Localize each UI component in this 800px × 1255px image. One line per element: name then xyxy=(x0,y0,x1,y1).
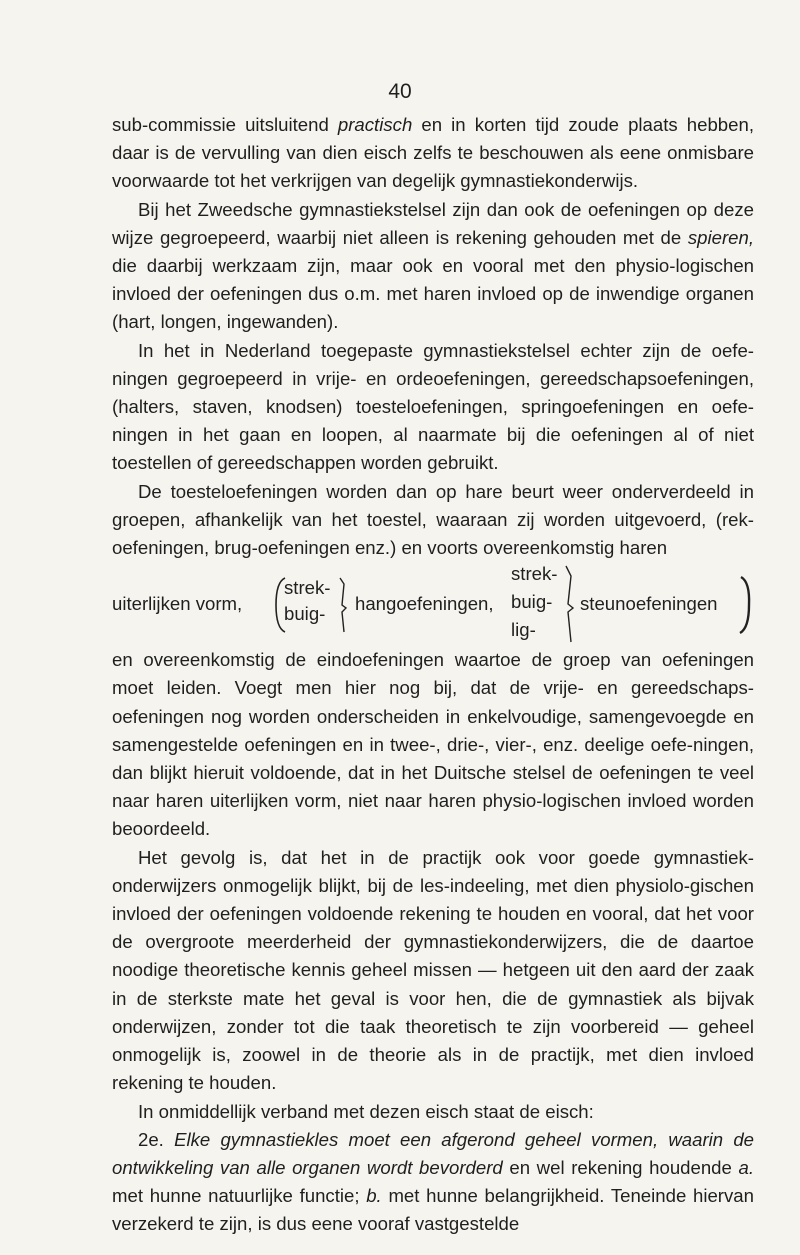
exercise-formula xyxy=(112,562,754,646)
paragraph-4: De toesteloefeningen worden dan op hare beurt weer onderverdeeld in groepen, afhankelijk van het toestel, waaraan zij worden uitgevoerd, (rek-oefeningen, brug-oefeningen enz.) en voorts overeenkomstig haren xyxy=(112,480,754,559)
paragraph-5: en overeenkomstig de eindoefeningen waartoe de groep van oefeningen moet leiden. Voegt men hier nog bij, dat de vrije- en gereedschaps-oefeningen nog worden onderscheiden in enkelvoudige, samengevoegde en samengestelde oefeningen en in twee-, drie-, vier-, enz. deelige oefe-ningen, dan blijkt hieruit voldoende, dat in het Duitsche stelsel de oefeningen te veel naar haren uiterlijken vorm, niet naar haren physio-logischen invloed worden beoordeeld. xyxy=(112,649,754,840)
paragraph-1: sub-commissie uitsluitend practisch en in korten tijd zoude plaats hebben, daar is de vervulling van dien eisch zelfs te beschouwen als eene onmisbare voorwaarde tot het verkrijgen van degelijk gymnastiekonderwijs. xyxy=(112,114,754,192)
body-text xyxy=(112,111,754,1239)
group2-buig: buig- xyxy=(511,591,553,613)
paragraph-3: In het in Nederland toegepaste gymnastiekstelsel echter zijn de oefe-ningen gegroepeerd in vrije- en ordeoefeningen, gereedschapsoefeningen, (halters, staven, knodsen) toesteloefeningen, springoefeningen en oefe-ningen in het gaan en loopen, al naarmate bij die oefeningen al of niet toestellen of gereedschappen worden gebruikt. xyxy=(112,339,754,474)
outer-close-brace xyxy=(737,574,753,636)
paragraph-6: Het gevolg is, dat het in de practijk ook voor goede gymnastiek-onderwijzers onmogelijk blijkt, bij de les-indeeling, met dien physiolo-gischen invloed der oefeningen voldoende rekening te houden en vooral, dat het voor de overgroote meerderheid der gymnastiekonderwijzers, die de daartoe noodige theoretische kennis geheel missen — hetgeen uit den aard der zaak in de sterkste mate het geval is voor hen, die de gymnastiek als bijvak onderwijzen, zonder tot die taak theoretisch te zijn voorbereid — geheel onmogelijk is, zoowel in de theorie als in de practijk, met dien invloed rekening te houden. xyxy=(112,846,754,1094)
formula-tail: steunoefeningen xyxy=(580,593,718,615)
formula-lead: uiterlijken vorm, xyxy=(112,593,243,615)
close-brace-1 xyxy=(338,576,348,634)
close-brace-2 xyxy=(563,564,575,644)
page-number: 40 xyxy=(388,80,412,103)
group2-lig: lig- xyxy=(511,619,536,641)
group2-strek: strek- xyxy=(511,563,558,585)
paragraph-8: 2e. Elke gymnastiekles moet een afgerond geheel vormen, waarin de ontwikkeling van alle organen wordt bevorderd en wel rekening houdende a. met hunne natuurlijke functie; b. met hunne belangrijkheid. Teneinde hiervan verzekerd te zijn, is dus eene vooraf vastgestelde xyxy=(112,1128,755,1235)
group1-strek: strek- xyxy=(284,577,331,599)
group1-buig: buig- xyxy=(284,603,326,625)
paragraph-2: Bij het Zweedsche gymnastiekstelsel zijn dan ook de oefeningen op deze wijze gegroepeerd, waarbij niet alleen is rekening gehouden met de spieren, die daarbij werkzaam zijn, maar ook en vooral met den physio-logischen invloed der oefeningen dus o.m. met haren invloed op de inwendige organen (hart, longen, ingewanden). xyxy=(112,198,754,333)
formula-mid: hangoefeningen, xyxy=(355,593,494,615)
paragraph-7: In onmiddellijk verband met dezen eisch staat de eisch: xyxy=(138,1100,594,1122)
